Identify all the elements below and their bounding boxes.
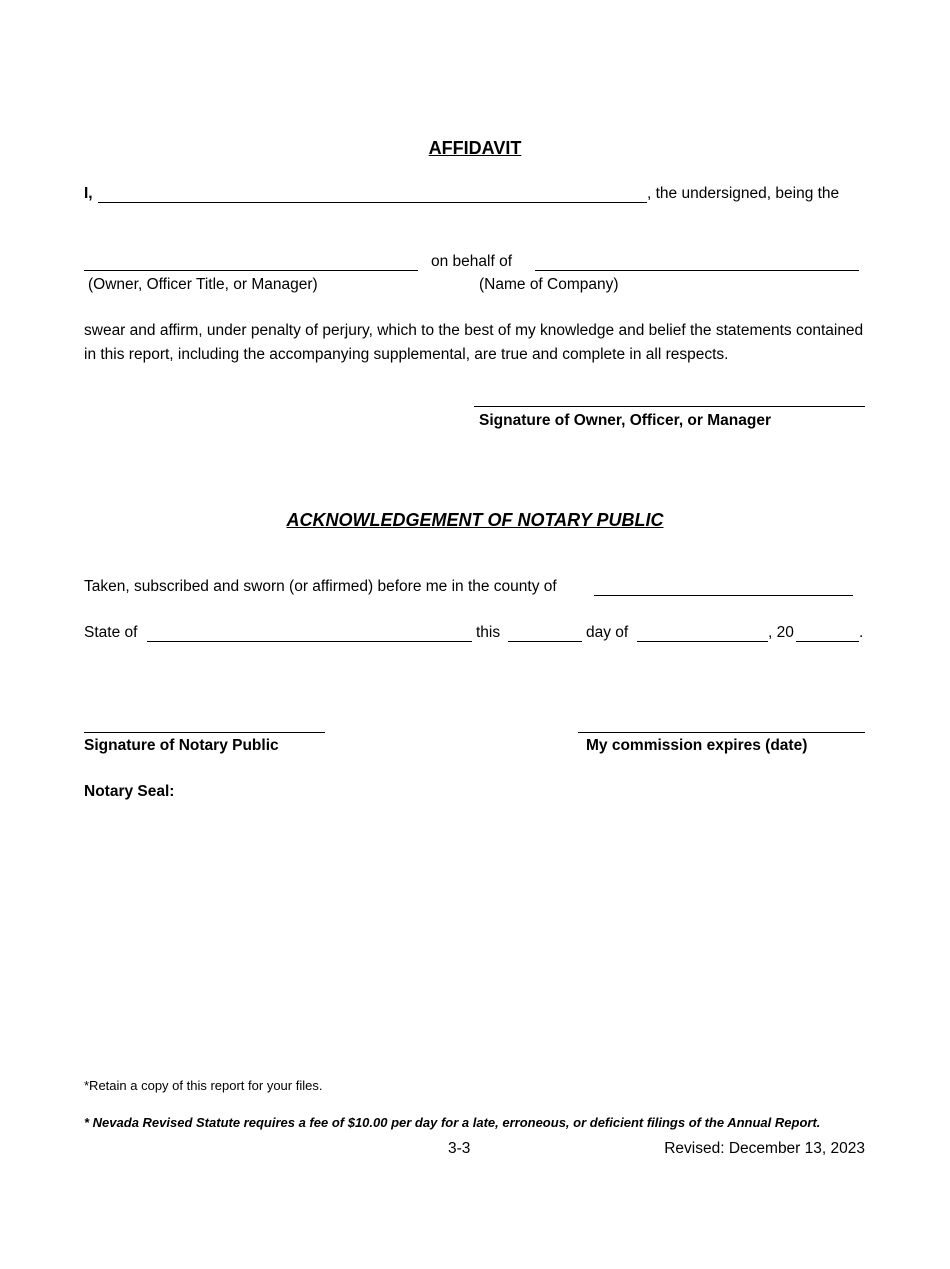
page-number: 3-3 (448, 1140, 471, 1157)
affirmation-statement: swear and affirm, under penalty of perjury, which to the best of my knowledge and belief the statements contained in this report, including the accompanying supplemental, are true and complete in all respects. (84, 322, 864, 363)
state-line[interactable] (147, 641, 472, 642)
undersigned-text: , the undersigned, being the (647, 185, 840, 202)
retain-note: *Retain a copy of this report for your files. (84, 1078, 323, 1093)
owner-title-line[interactable] (84, 270, 418, 271)
commission-date-line[interactable] (578, 732, 865, 733)
owner-signature-line[interactable] (474, 406, 865, 407)
notary-signature-caption: Signature of Notary Public (84, 737, 279, 754)
affiant-prefix: I, (84, 185, 93, 202)
state-label: State of (84, 624, 138, 641)
this-label: this (476, 624, 501, 641)
year-line[interactable] (796, 641, 859, 642)
affiant-name-line[interactable] (98, 202, 647, 203)
company-name-line[interactable] (535, 270, 859, 271)
county-line[interactable] (594, 595, 853, 596)
statute-note: * Nevada Revised Statute requires a fee of $10.00 per day for a late, erroneous, or deficient filings of the Annual Report. (84, 1115, 821, 1130)
day-line[interactable] (508, 641, 582, 642)
revised-date: Revised: December 13, 2023 (664, 1140, 865, 1157)
company-name-caption: (Name of Company) (479, 276, 619, 293)
owner-title-caption: (Owner, Officer Title, or Manager) (88, 276, 318, 293)
period: . (859, 624, 864, 641)
affidavit-title: AFFIDAVIT (428, 138, 522, 158)
owner-signature-caption: Signature of Owner, Officer, or Manager (479, 412, 771, 429)
commission-caption: My commission expires (date) (586, 737, 808, 754)
day-of-label: day of (586, 624, 629, 641)
notary-title: ACKNOWLEDGEMENT OF NOTARY PUBLIC (286, 510, 664, 530)
month-line[interactable] (637, 641, 768, 642)
notary-signature-line[interactable] (84, 732, 325, 733)
on-behalf-of-text: on behalf of (431, 253, 513, 270)
year-prefix: , 20 (768, 624, 794, 641)
notary-seal-label: Notary Seal: (84, 783, 175, 800)
county-text: Taken, subscribed and sworn (or affirmed) before me in the county of (84, 578, 557, 595)
